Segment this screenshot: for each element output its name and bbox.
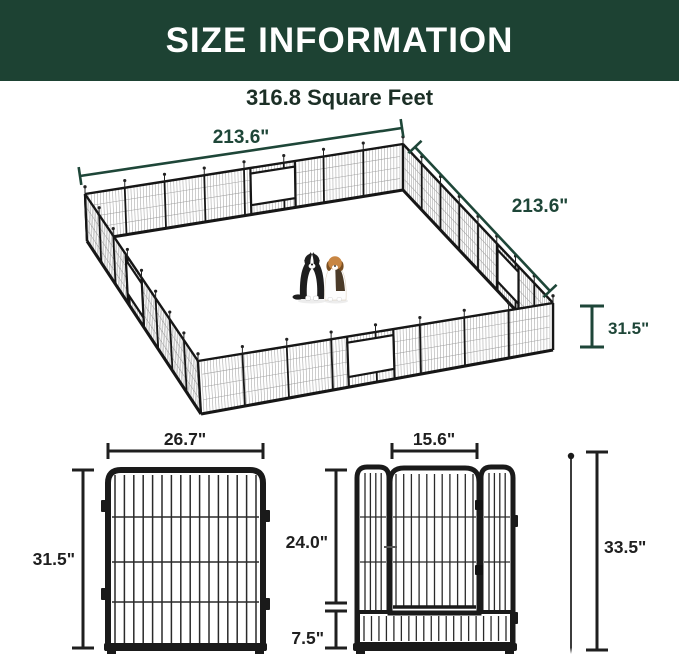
door-bottom-dimension-label: 7.5" xyxy=(291,628,324,648)
panel-front-diagram xyxy=(101,470,270,654)
border-collie-dog xyxy=(293,252,325,301)
door-panel-diagram xyxy=(353,467,518,654)
pen-width-dimension-label: 213.6" xyxy=(212,127,270,148)
dogs-illustration xyxy=(293,252,349,304)
stake-length-dimension-label: 33.5" xyxy=(604,537,647,557)
area-label: 316.8 Square Feet xyxy=(245,85,434,110)
page-title: SIZE INFORMATION xyxy=(165,20,514,60)
panel-height-dimension-label: 31.5" xyxy=(32,549,75,569)
beagle-dog xyxy=(325,256,346,301)
ground-stake xyxy=(568,453,574,654)
door-width-dimension-label: 15.6" xyxy=(412,429,456,449)
size-diagram-canvas xyxy=(0,81,679,655)
pen-height-dimension-label: 31.5" xyxy=(608,319,650,338)
door-height-dimension-label: 24.0" xyxy=(285,532,328,552)
panel-width-dimension-label: 26.7" xyxy=(163,429,207,449)
pen-depth-dimension-label: 213.6" xyxy=(511,196,569,217)
header-banner xyxy=(0,0,679,81)
pen-wall-front xyxy=(196,294,554,414)
